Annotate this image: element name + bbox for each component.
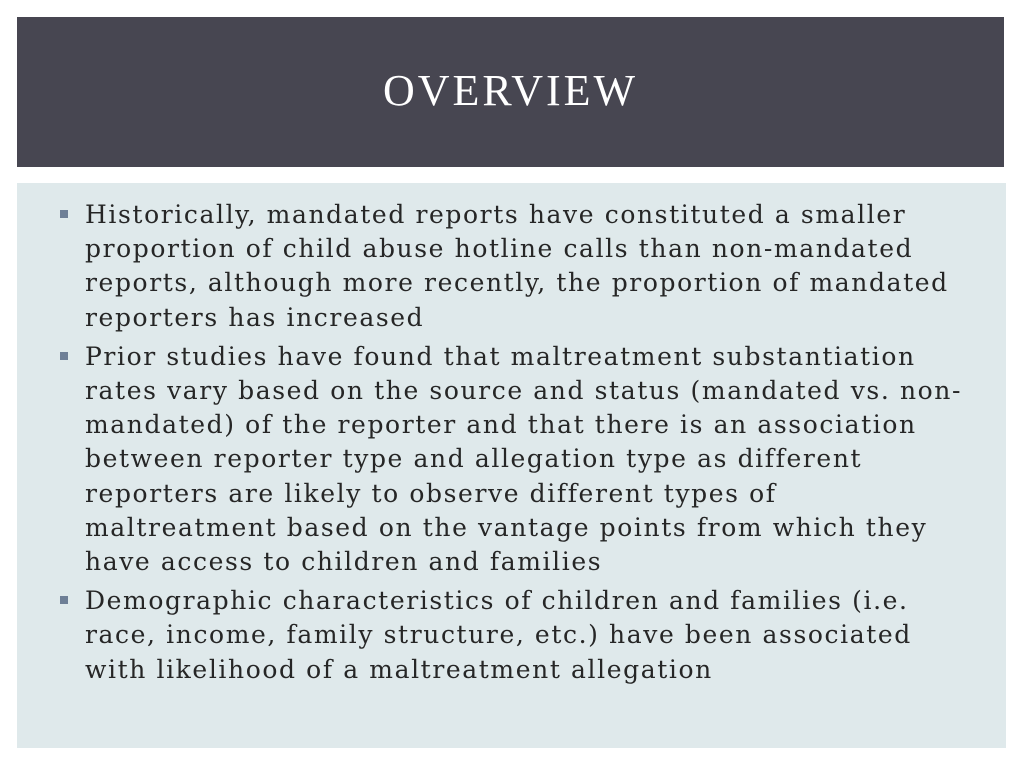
slide-title: OVERVIEW <box>382 65 639 115</box>
bullet-list <box>17 183 1006 687</box>
square-bullet-icon <box>60 352 68 360</box>
square-bullet-icon <box>60 596 68 604</box>
title-bar <box>17 17 1004 167</box>
bullet-text: Prior studies have found that maltreatment substantiation rates vary based on the source and status (mandated vs. non-mandated) of the reporter and that there is an association between reporter type and allegation type as different reporters are likely to observe different types of maltreatment based on the vantage points from which they have access to children and families <box>85 341 963 577</box>
bullet-item <box>85 340 976 579</box>
content-box <box>17 183 1006 748</box>
bullet-item <box>85 584 976 687</box>
bullet-text: Demographic characteristics of children and families (i.e. race, income, family structure, etc.) have been associated with likelihood of a maltreatment allegation <box>85 586 912 684</box>
bullet-text: Historically, mandated reports have constituted a smaller proportion of child abuse hotline calls than non-mandated reports, although more recently, the proportion of mandated reporters has increased <box>85 200 949 332</box>
bullet-item <box>85 198 976 335</box>
square-bullet-icon <box>60 210 68 218</box>
